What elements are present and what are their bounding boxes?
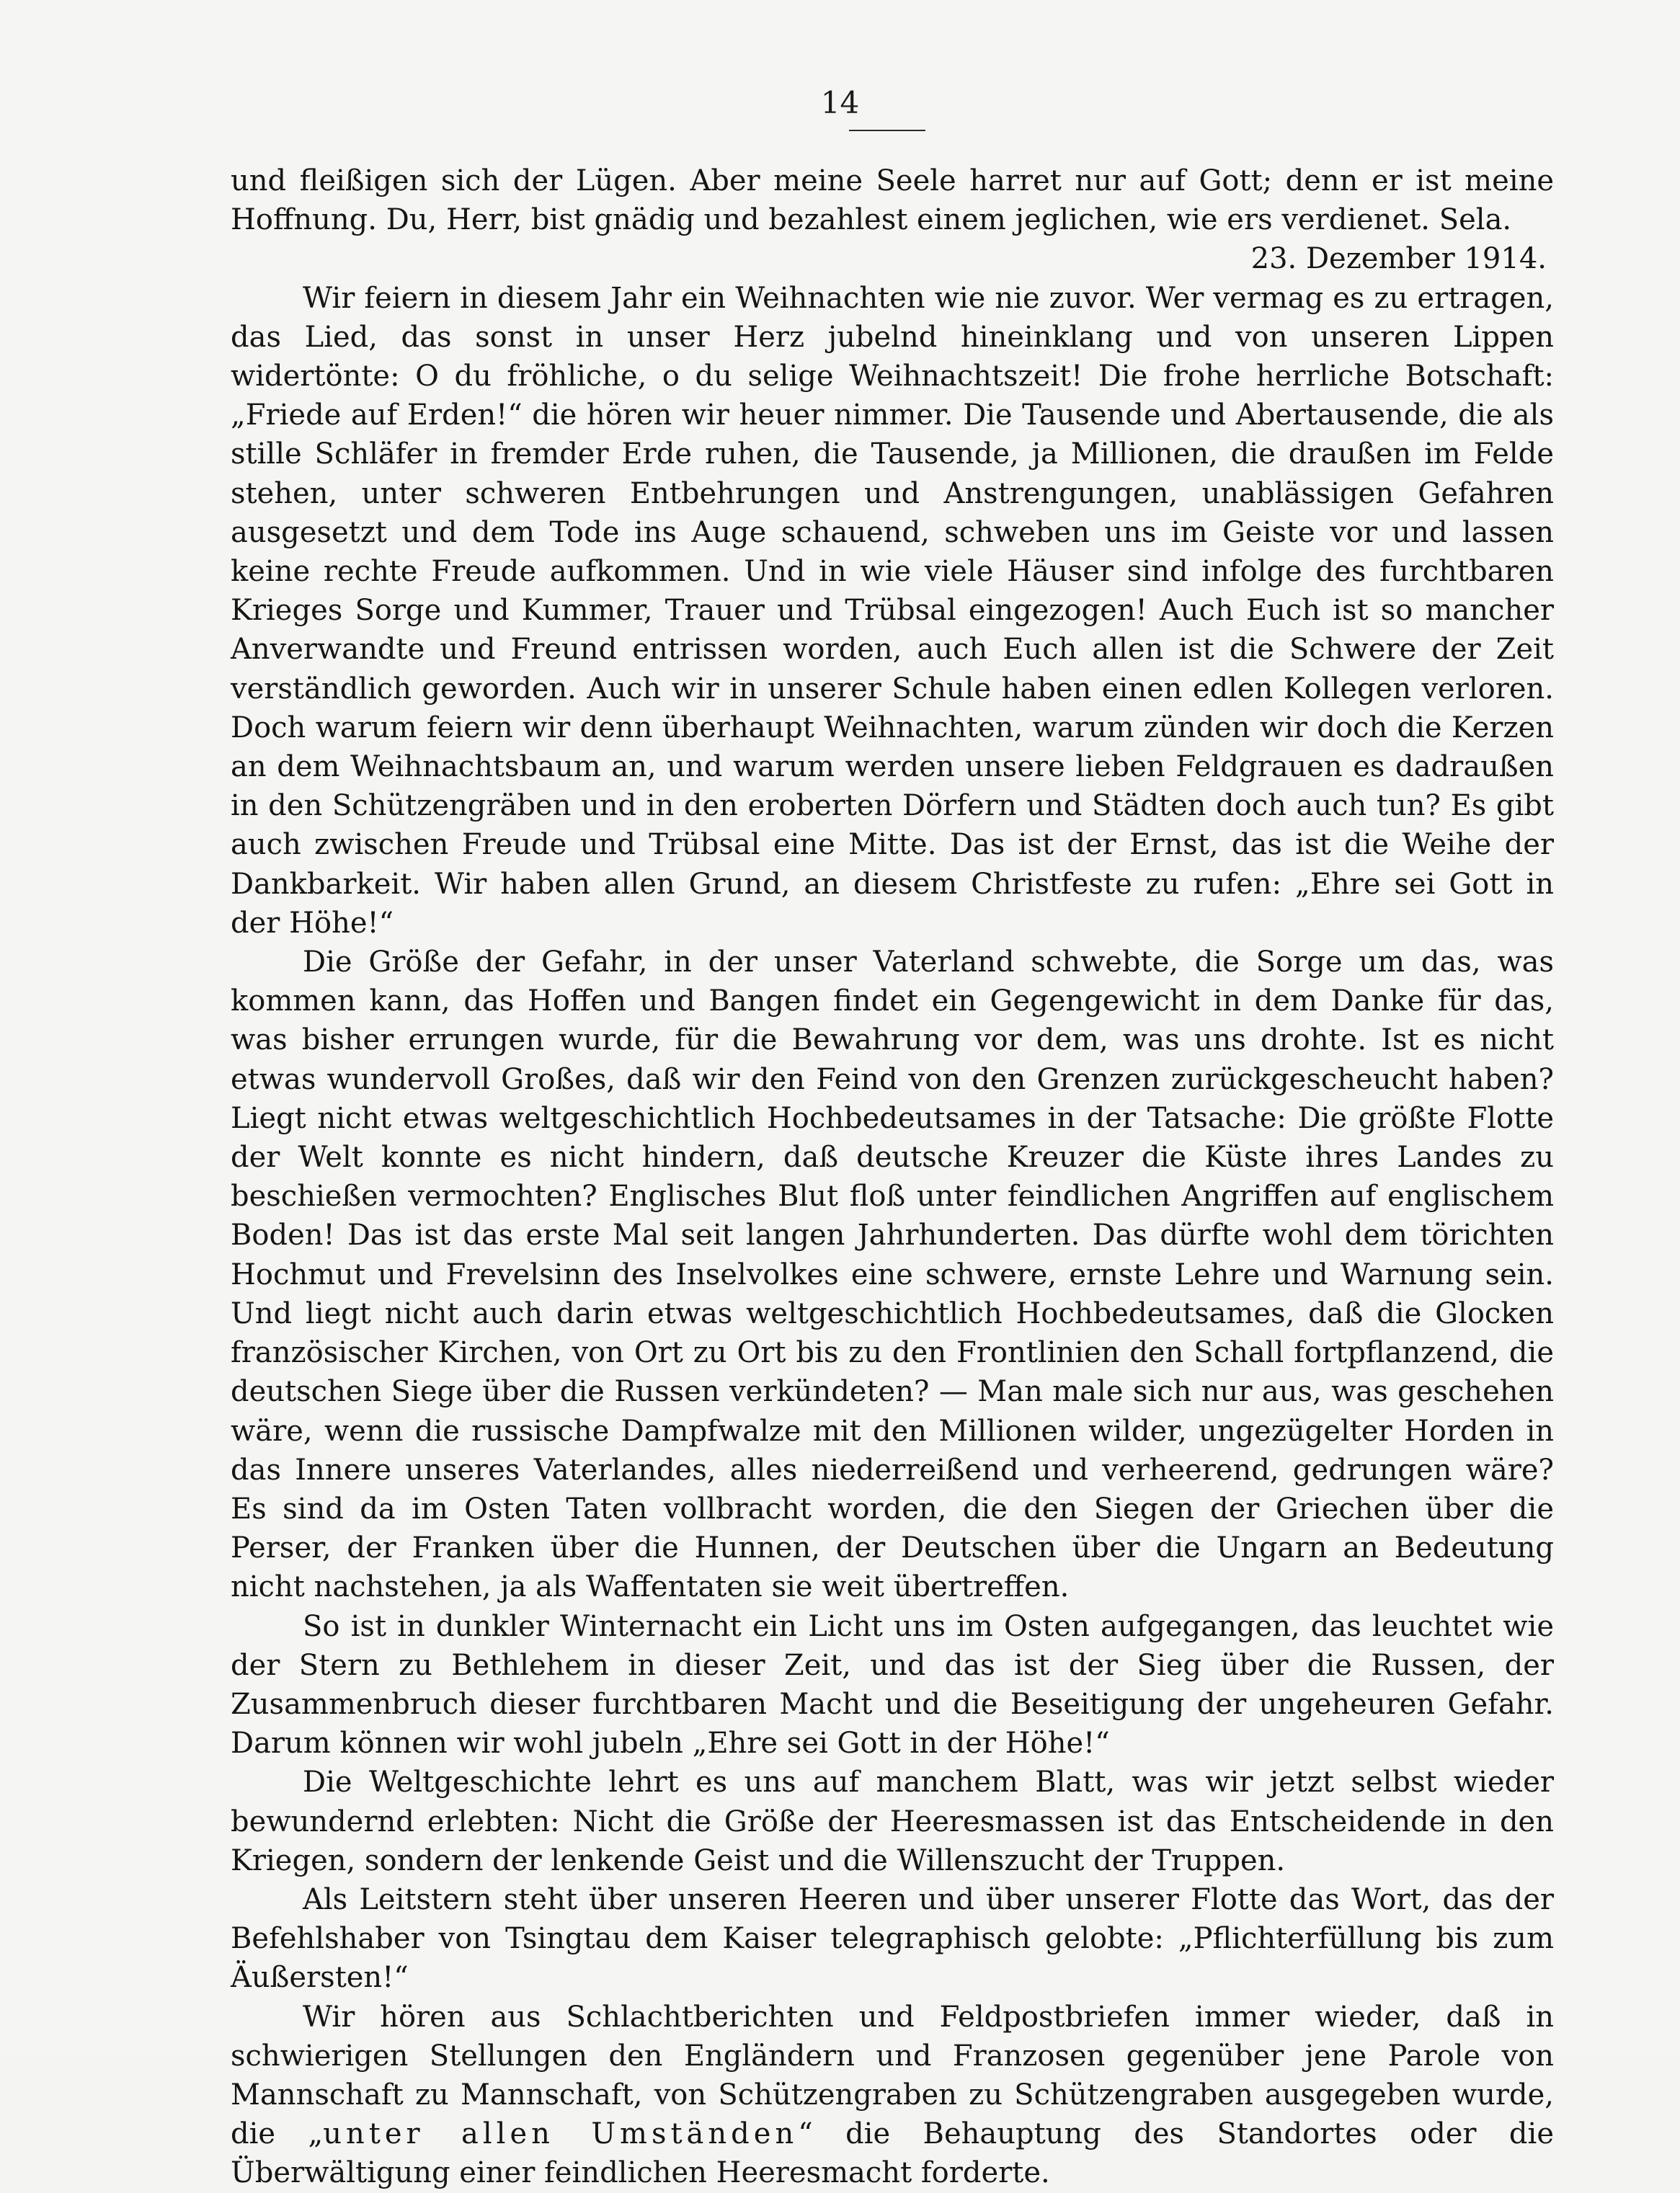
paragraph: Die Weltgeschichte lehrt es uns auf manchem Blatt, was wir jetzt selbst wieder bewundernd erlebten: Nicht die Größe der Heeresmassen ist das Entscheidende in den Kriegen, sondern der lenkende Geist und die Willenszucht der Truppen. — [231, 1766, 1554, 1877]
emphasized-phrase: unter allen Umständen — [323, 2117, 799, 2151]
text-run: Wir hören aus Schlachtberichten und Feldpostbriefen immer wieder, daß in schwierigen Stellungen den Engländern und Franzosen gegenüber jene Parole von Mannschaft zu Mannschaft, von Schützengraben zu Schützengraben ausgegeben wurde, die „ — [231, 2000, 1554, 2151]
body-text — [231, 161, 1554, 2193]
paragraph: Als Leitstern steht über unseren Heeren und über unserer Flotte das Wort, das der Befehlshaber von Tsingtau dem Kaiser telegraphisch gelobte: „Pflichterfüllung bis zum Äußersten!“ — [231, 1882, 1554, 1995]
paragraph-last — [231, 1998, 1554, 2193]
text-run: “ die Behauptung des Standortes oder die Überwältigung einer feindlichen Heeresmacht forderte. — [231, 2117, 1554, 2190]
paragraph: Die Größe der Gefahr, in der unser Vaterland schwebte, die Sorge um das, was kommen kann, das Hoffen und Bangen findet ein Gegengewicht in dem Danke für das, was bisher errungen wurde, für die Bewahrung vor dem, was uns drohte. Ist es nicht etwas wundervoll Großes, daß wir den Feind von den Grenzen zurückgescheucht haben? Liegt nicht etwas weltgeschichtlich Hochbedeutsames in der Tatsache: Die größte Flotte der Welt konnte es nicht hindern, daß deutsche Kreuzer die Küste ihres Landes zu beschießen vermochten? Englisches Blut floß unter feindlichen Angriffen auf englischem Boden! Das ist das erste Mal seit langen Jahrhunderten. Das dürfte wohl dem törichten Hochmut und Frevelsinn des Inselvolkes eine schwere, ernste Lehre und Warnung sein. Und liegt nicht auch darin etwas weltgeschichtlich Hochbedeutsames, daß die Glocken französischer Kirchen, von Ort zu Ort bis zu den Frontlinien den Schall fortpflanzend, die deutschen Siege über die Russen verkündeten? — Man male sich nur aus, was geschehen wäre, wenn die russische Dampfwalze mit den Millionen wilder, ungezügelter Horden in das Innere unseres Vaterlandes, alles niederreißend und verheerend, gedrungen wäre? Es sind da im Osten Taten vollbracht worden, die den Siegen der Griechen über die Perser, der Franken über die Hunnen, der Deutschen über die Ungarn an Bedeutung nicht nachstehen, ja als Waffentaten sie weit übertreffen. — [231, 946, 1554, 1604]
continuation-paragraph: und fleißigen sich der Lügen. Aber meine Seele harret nur auf Gott; denn er ist meine Hoffnung. Du, Herr, bist gnädig und bezahlest einem jeglichen, wie ers verdienet. Sela. — [231, 164, 1554, 237]
page-number-rule — [849, 130, 925, 131]
paragraph: Wir feiern in diesem Jahr ein Weihnachten wie nie zuvor. Wer vermag es zu ertragen, das Lied, das sonst in unser Herz jubelnd hineinklang und von unseren Lippen widertönte: O du fröhliche, o du selige Weihnachtszeit! Die frohe herrliche Botschaft: „Friede auf Erden!“ die hören wir heuer nimmer. Die Tausende und Abertausende, die als stille Schläfer in fremder Erde ruhen, die Tausende, ja Millionen, die draußen im Felde stehen, unter schweren Entbehrungen und Anstrengungen, unablässigen Gefahren ausgesetzt und dem Tode ins Auge schauend, schweben uns im Geiste vor und lassen keine rechte Freude aufkommen. Und in wie viele Häuser sind infolge des furchtbaren Krieges Sorge und Kummer, Trauer und Trübsal eingezogen! Auch Euch ist so mancher Anverwandte und Freund entrissen worden, auch Euch allen ist die Schwere der Zeit verständlich geworden. Auch wir in unserer Schule haben einen edlen Kollegen verloren. Doch warum feiern wir denn überhaupt Weihnachten, warum zünden wir doch die Kerzen an dem Weihnachtsbaum an, und warum werden unsere lieben Feldgrauen es dadraußen in den Schützengräben und in den eroberten Dörfern und Städten doch auch tun? Es gibt auch zwischen Freude und Trübsal eine Mitte. Das ist der Ernst, das ist die Weihe der Dankbarkeit. Wir haben allen Grund, an diesem Christfeste zu rufen: „Ehre sei Gott in der Höhe!“ — [231, 281, 1554, 940]
dateline: 23. Dezember 1914. — [1250, 242, 1547, 276]
paragraph: So ist in dunkler Winternacht ein Licht uns im Osten aufgegangen, das leuchtet wie der Stern zu Bethlehem in dieser Zeit, und das ist der Sieg über die Russen, der Zusammenbruch dieser furchtbaren Macht und die Beseitigung der ungeheuren Gefahr. Darum können wir wohl jubeln „Ehre sei Gott in der Höhe!“ — [231, 1609, 1554, 1761]
page-number: 14 — [820, 85, 860, 120]
